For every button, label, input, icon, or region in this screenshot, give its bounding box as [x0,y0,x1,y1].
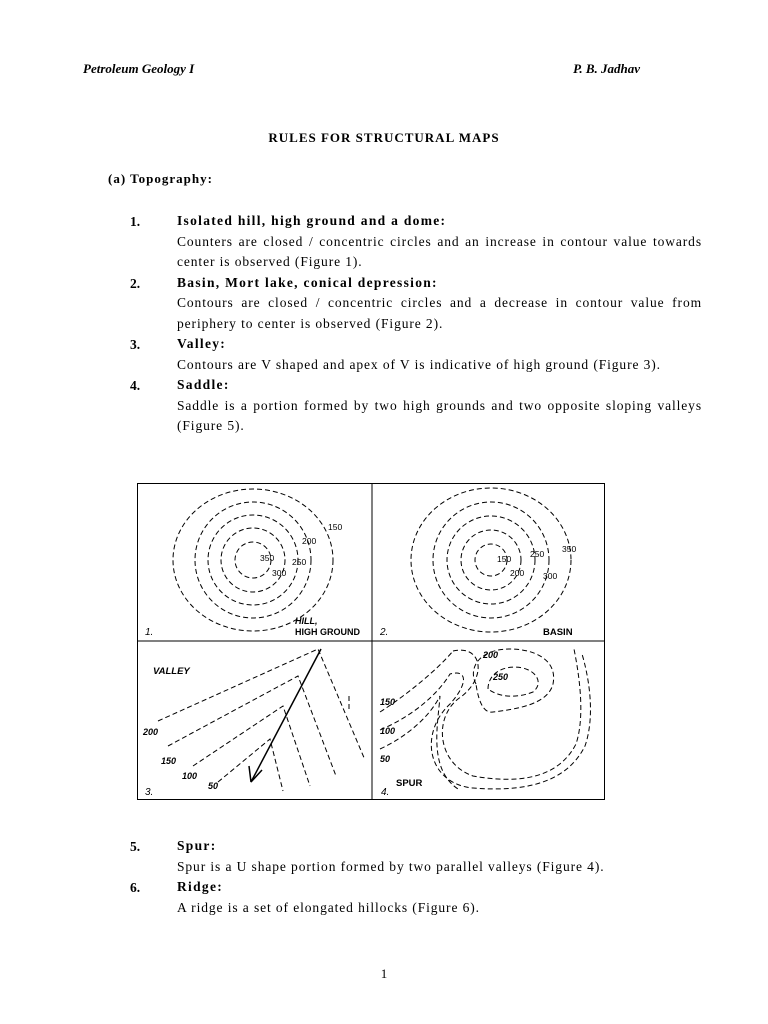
item-number: 4. [130,378,141,393]
panel-spur [380,649,590,789]
header-author: P. B. Jadhav [573,61,640,76]
panel-caption: HILL, [295,616,318,626]
item-number: 2. [130,275,141,291]
contour-line [168,676,336,776]
panel-caption: SPUR [396,778,423,789]
contour-label: 50 [208,781,219,791]
item-heading: Spur: [177,838,217,853]
item-heading: Ridge: [177,879,224,894]
list-item [130,877,702,918]
item-text: Spur is a U shape portion formed by two parallel valleys (Figure 4). [177,858,605,874]
page-number: 1 [380,966,388,981]
item-heading: Basin, Mort lake, conical depression: [177,274,438,290]
contour-label: 100 [380,726,396,736]
item-number: 5. [130,839,141,854]
item-text: Contours are V shaped and apex of V is indicative of high ground (Figure 3). [177,356,661,372]
contour-line [221,528,285,592]
contour-label: 150 [161,756,177,766]
contour-figure [137,483,605,800]
list-item [130,273,702,335]
list-item [130,334,702,375]
contour-label: 150 [328,522,343,532]
contour-line [447,516,535,604]
contour-line [193,706,310,786]
item-number: 6. [130,880,141,895]
panel-number: 3. [145,787,154,798]
header-course-title: Petroleum Geology I [83,61,195,76]
contour-label: 350 [260,553,275,563]
contour-label: 350 [562,544,577,554]
panel-caption: VALLEY [153,666,190,677]
contour-line [433,502,549,618]
contour-label: 200 [302,536,317,546]
contour-label: 200 [510,568,525,578]
rules-list-lower [130,836,702,918]
list-item [130,211,702,273]
item-heading: Valley: [177,336,227,351]
contour-label: 250 [530,549,545,559]
contour-label: 250 [292,557,307,567]
panel-hill [173,489,333,631]
item-heading: Isolated hill, high ground and a dome: [177,213,447,228]
contour-line [173,489,333,631]
contour-line [461,530,521,590]
contour-line [411,488,571,632]
item-text: Saddle is a portion formed by two high grounds and two opposite sloping valleys (Figure 5). [177,397,702,433]
panel-number: 4. [381,787,390,798]
contour-label: 300 [272,568,287,578]
item-heading: Saddle: [177,377,230,392]
contour-label: 200 [143,727,159,737]
valley-arrow [251,649,321,782]
item-number: 1. [130,214,141,229]
contour-figure-svg [138,484,604,799]
item-text: A ridge is a set of elongated hillocks (Figure 6). [177,899,480,915]
contour-line [380,654,590,789]
list-item [130,375,702,437]
list-item [130,836,702,877]
contour-label: 250 [493,672,509,682]
rules-list-upper [130,211,702,437]
panel-number: 1. [145,627,154,638]
contour-line [380,696,458,789]
page-title: RULES FOR STRUCTURAL MAPS [268,130,500,145]
contour-label: 100 [182,771,198,781]
contour-line [218,739,283,791]
item-text: Contours are closed / concentric circles and a decrease in contour value from periphery to center is observed (Figure 2). [177,295,702,331]
contour-label: 200 [483,650,499,660]
contour-label: 150 [497,554,512,564]
contour-label: 300 [543,571,558,581]
panel-basin [411,488,571,632]
panel-caption: BASIN [543,627,573,638]
item-text: Counters are closed / concentric circles and an increase in contour value towards center is observed (Figure 1). [177,233,702,269]
item-number: 3. [130,337,141,352]
contour-label: 50 [380,754,391,764]
panel-caption: HIGH GROUND [295,627,360,637]
contour-label: 150 [380,697,396,707]
section-heading: (a) Topography: [108,171,213,186]
panel-number: 2. [380,627,389,638]
